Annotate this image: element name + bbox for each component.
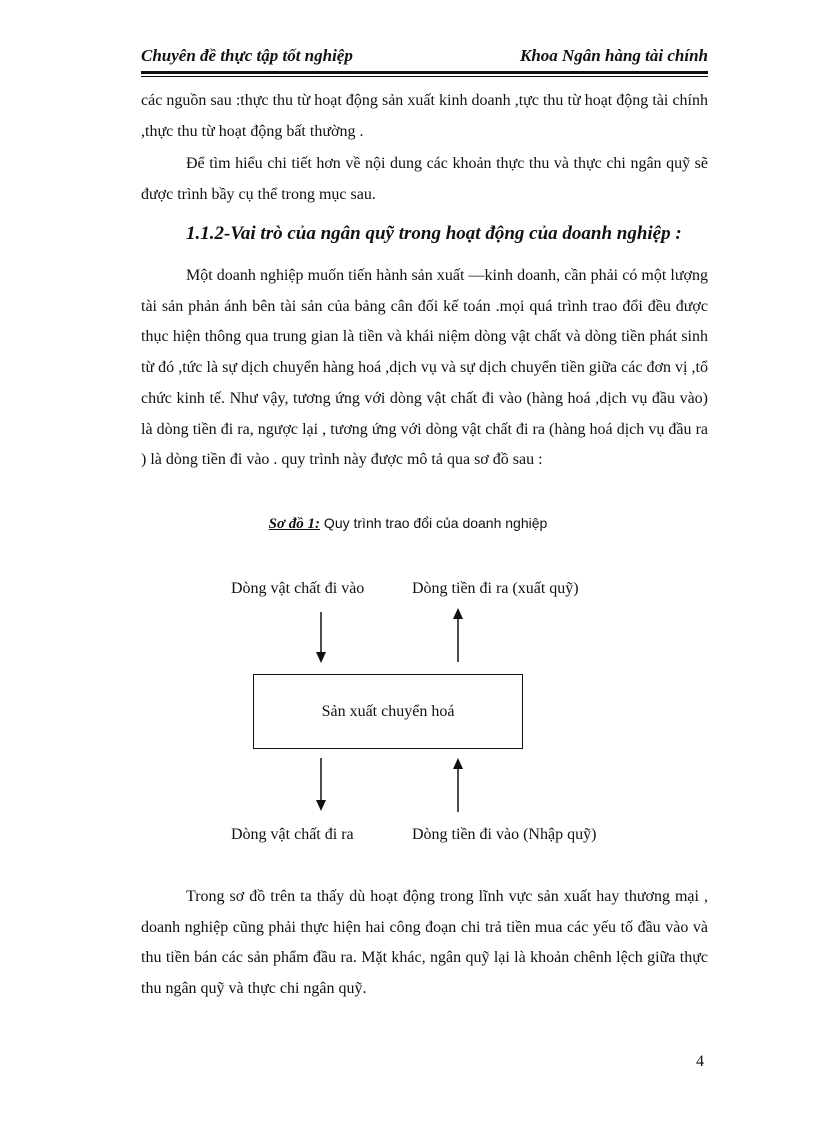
header-title-left: Chuyên đề thực tập tốt nghiệp [141,46,353,65]
diagram-top-right-label: Dòng tiền đi ra (xuất quỹ) [412,580,579,597]
figure-caption [0,515,816,533]
page-header [141,46,708,68]
diagram-bottom-right-label: Dòng tiền đi vào (Nhập quỹ) [412,826,597,843]
page-number: 4 [696,1053,704,1070]
header-title-right: Khoa Ngân hàng tài chính [519,46,708,65]
production-box-label: Sản xuất chuyển hoá [321,703,455,720]
arrow-down-bottom-left [314,758,328,812]
production-box [253,674,523,749]
paragraph-4: Trong sơ đồ trên ta thấy dù hoạt động trong lĩnh vực sản xuất hay thương mại , doanh nghiệp cũng phải thực hiện hai công đoạn chi trả tiền mua các yếu tố đầu vào và thu tiền bán các sản phẩm đầu ra. Mặt khác, ngân quỹ lại là khoản chênh lệch giữa thực thu ngân quỹ và thực chi ngân quỹ. [141,888,708,998]
paragraph-2: Để tìm hiểu chi tiết hơn về nội dung các khoản thực thu và thực chi ngân quỹ sẽ được trình bầy cụ thể trong mục sau. [141,155,708,203]
header-rule-thin [141,76,708,77]
arrow-up-bottom-right [451,758,465,812]
diagram-top-left-label: Dòng vật chất đi vào [231,580,365,597]
section-heading: 1.1.2-Vai trò của ngân quỹ trong hoạt động của doanh nghiệp : [186,223,682,244]
figure-caption-text: Quy trình trao đổi của doanh nghiệp [320,515,548,531]
paragraph-1: các nguồn sau :thực thu từ hoạt động sản xuất kinh doanh ,tực thu từ hoạt động tài chính ,thực thu từ hoạt động bất thường . [141,92,708,140]
header-rule-thick [141,71,708,74]
paragraph-3: Một doanh nghiệp muốn tiến hành sản xuất —kinh doanh, cần phải có một lượng tài sản phản ánh bên tài sản của bảng cân đối kế toán .mọi quá trình trao đổi đều được thục hiện thông qua trung gian là tiền và khái niệm dòng vật chất và dòng tiền phát sinh từ đó ,tức là sự dịch chuyển hàng hoá ,dịch vụ và sự dịch chuyển tiền giữa các đơn vị ,tổ chức kinh tế. Như vậy, tương ứng với dòng vật chất đi vào (hàng hoá ,dịch vụ đầu vào) là dòng tiền đi ra, ngược lại , tương ứng với dòng vật chất đi ra (hàng hoá dịch vụ đầu ra ) là dòng tiền đi vào . quy trình này được mô tả qua sơ đồ sau : [141,267,708,469]
diagram-bottom-left-label: Dòng vật chất đi ra [231,826,354,843]
figure-caption-label: Sơ đồ 1: [268,516,321,532]
arrow-down-top-left [314,612,328,664]
arrow-up-top-right [451,608,465,662]
